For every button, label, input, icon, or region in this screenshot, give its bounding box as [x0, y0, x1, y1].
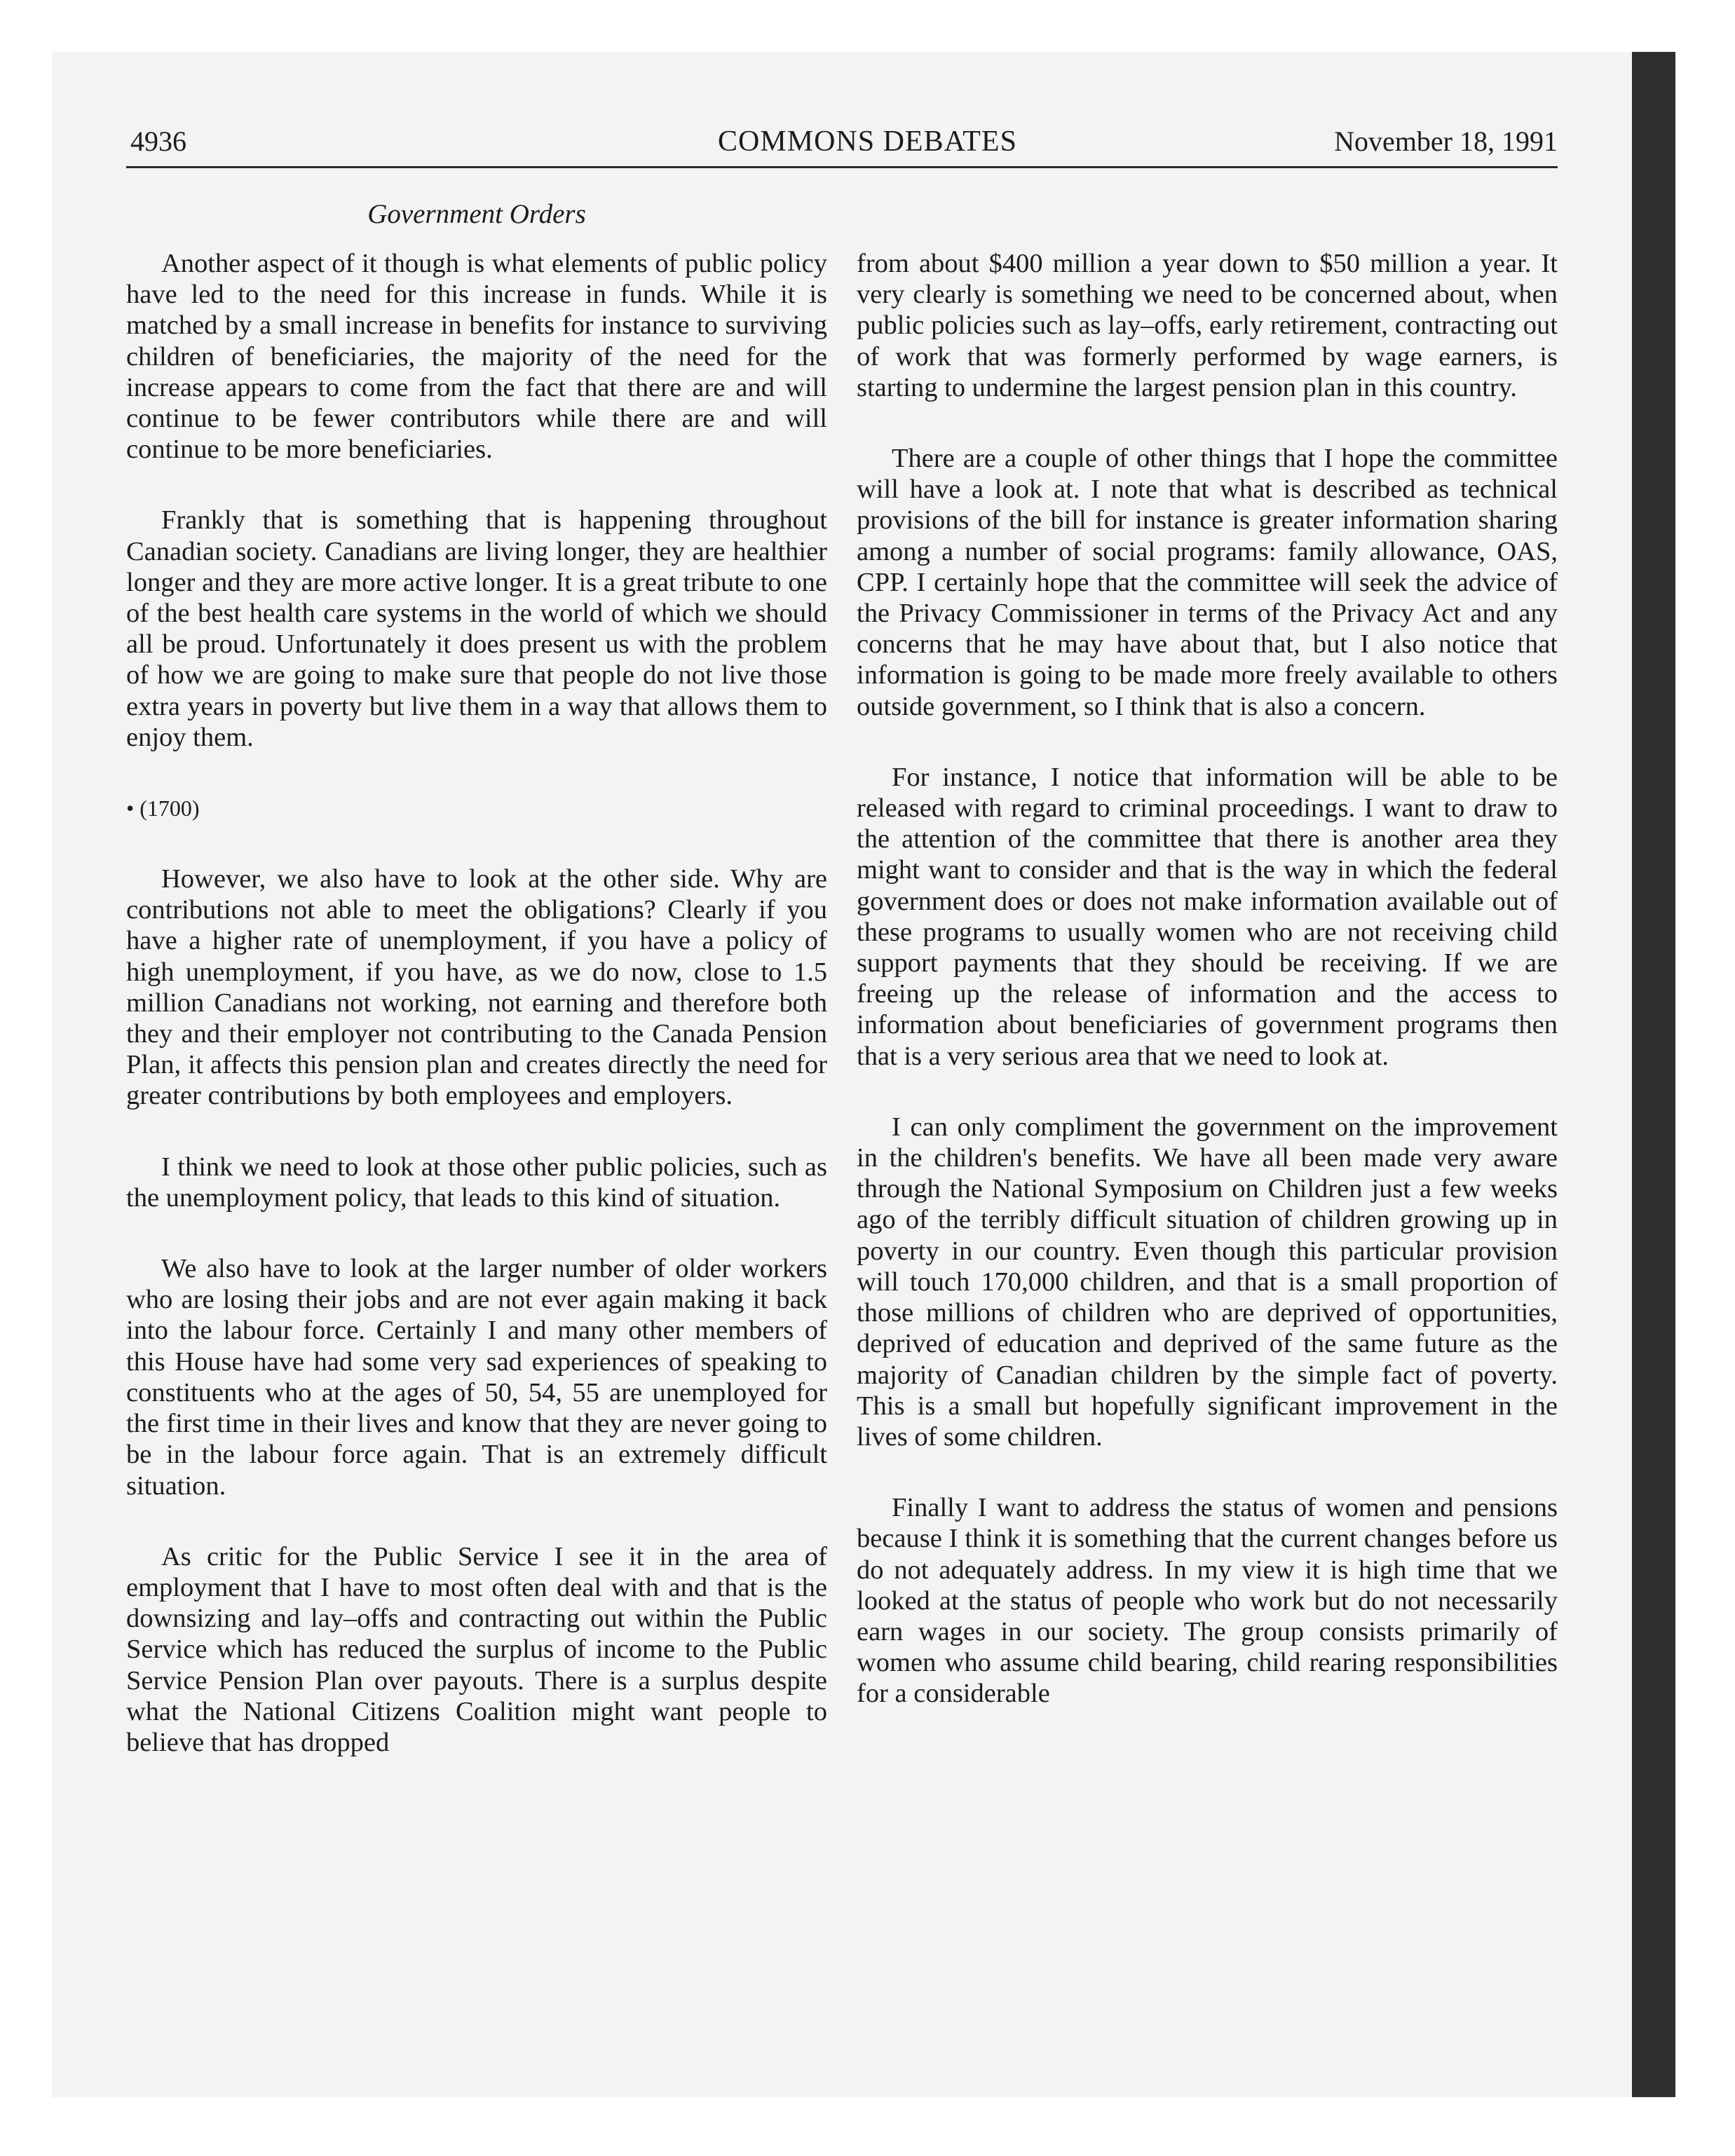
paragraph: Frankly that is something that is happening throughout Canadian society. Canadians are living longer, they are healthier longer and they are more active longer. It is a great tribute to one of the best health care systems in the world of which we should all be proud. Unfortunately it does present us with the problem of how we are going to make sure that people do not live those extra years in poverty but live them in a way that allows them to enjoy them. — [126, 505, 827, 752]
left-column — [126, 248, 827, 1798]
paragraph: As critic for the Public Service I see it in the area of employment that I have to most often deal with and that is the downsizing and lay–offs and contracting out within the Public Service which has reduced the surplus of income to the Public Service Pension Plan over payouts. There is a surplus despite what the National Citizens Coalition might want people to believe that has dropped — [126, 1541, 827, 1757]
right-column — [857, 248, 1558, 1749]
paragraph: For instance, I notice that information will be able to be released with regard to criminal proceedings. I want to draw to the attention of the committee that there is another area they might want to consider and that is the way in which the federal government does or does not make information available out of these programs to usually women who are not receiving child support payments that they should be receiving. If we are freeing up the release of information and the access to information about beneficiaries of government programs then that is a very serious area that we need to look at. — [857, 762, 1558, 1071]
issue-date: November 18, 1991 — [1334, 125, 1558, 157]
paragraph: I think we need to look at those other public policies, such as the unemployment policy, that leads to this kind of situation. — [126, 1152, 827, 1213]
paragraph: I can only compliment the government on the improvement in the children's benefits. We have all been made very aware through the National Symposium on Children just a few weeks ago of the terribly difficult situation of children growing up in poverty in our country. Even though this particular provision will touch 170,000 children, and that is a small proportion of those millions of children who are deprived of opportunities, deprived of education and deprived of the same future as the majority of Canadian children by the simple fact of poverty. This is a small but hopefully significant improvement in the lives of some children. — [857, 1112, 1558, 1452]
paragraph: Another aspect of it though is what elements of public policy have led to the need for this increase in funds. While it is matched by a small increase in benefits for instance to surviving children of beneficiaries, the majority of the need for the increase appears to come from the fact that there are and will continue to be fewer contributors while there are and will continue to be more beneficiaries. — [126, 249, 827, 465]
paragraph: from about $400 million a year down to $50 million a year. It very clearly is something we need to be concerned about, when public policies such as lay–offs, early retirement, contracting out of work that was formerly performed by wage earners, is starting to undermine the largest pension plan in this country. — [857, 249, 1558, 402]
paragraph: Finally I want to address the status of women and pensions because I think it is something that the current changes before us do not adequately address. In my view it is high time that we looked at the status of people who work but do not necessarily earn wages in our society. The group consists primarily of women who assume child bearing, child rearing responsibilities for a considerable — [857, 1493, 1558, 1709]
time-marker: • (1700) — [126, 796, 200, 821]
page-number: 4936 — [130, 125, 186, 157]
paragraph: There are a couple of other things that I hope the committee will have a look at. I note that what is described as technical provisions of the bill for instance is greater information sharing among a number of social programs: family allowance, OAS, CPP. I certainly hope that the committee will seek the advice of the Privacy Commissioner in terms of the Privacy Act and any concerns that he may have about that, but I also notice that information is going to be made more freely available to others outside government, so I think that is also a concern. — [857, 444, 1558, 721]
header-rule — [126, 166, 1558, 168]
paragraph: We also have to look at the larger number of older workers who are losing their jobs and are not ever again making it back into the labour force. Certainly I and many other members of this House have had some very sad experiences of speaking to constituents who at the ages of 50, 54, 55 are unemployed for the first time in their lives and know that they are never going to be in the labour force again. That is an extremely difficult situation. — [126, 1254, 827, 1501]
publication-title: COMMONS DEBATES — [718, 125, 1017, 158]
scan-edge-shadow — [1632, 52, 1675, 2097]
paragraph: However, we also have to look at the other side. Why are contributions not able to meet the obligations? Clearly if you have a higher rate of unemployment, if you have a policy of high unemployment, if you have, as we do now, close to 1.5 million Canadians not working, not earning and therefore both they and their employer not contributing to the Canada Pension Plan, it affects this pension plan and creates directly the need for greater contributions by both employees and employers. — [126, 864, 827, 1111]
section-title: Government Orders — [367, 199, 586, 229]
